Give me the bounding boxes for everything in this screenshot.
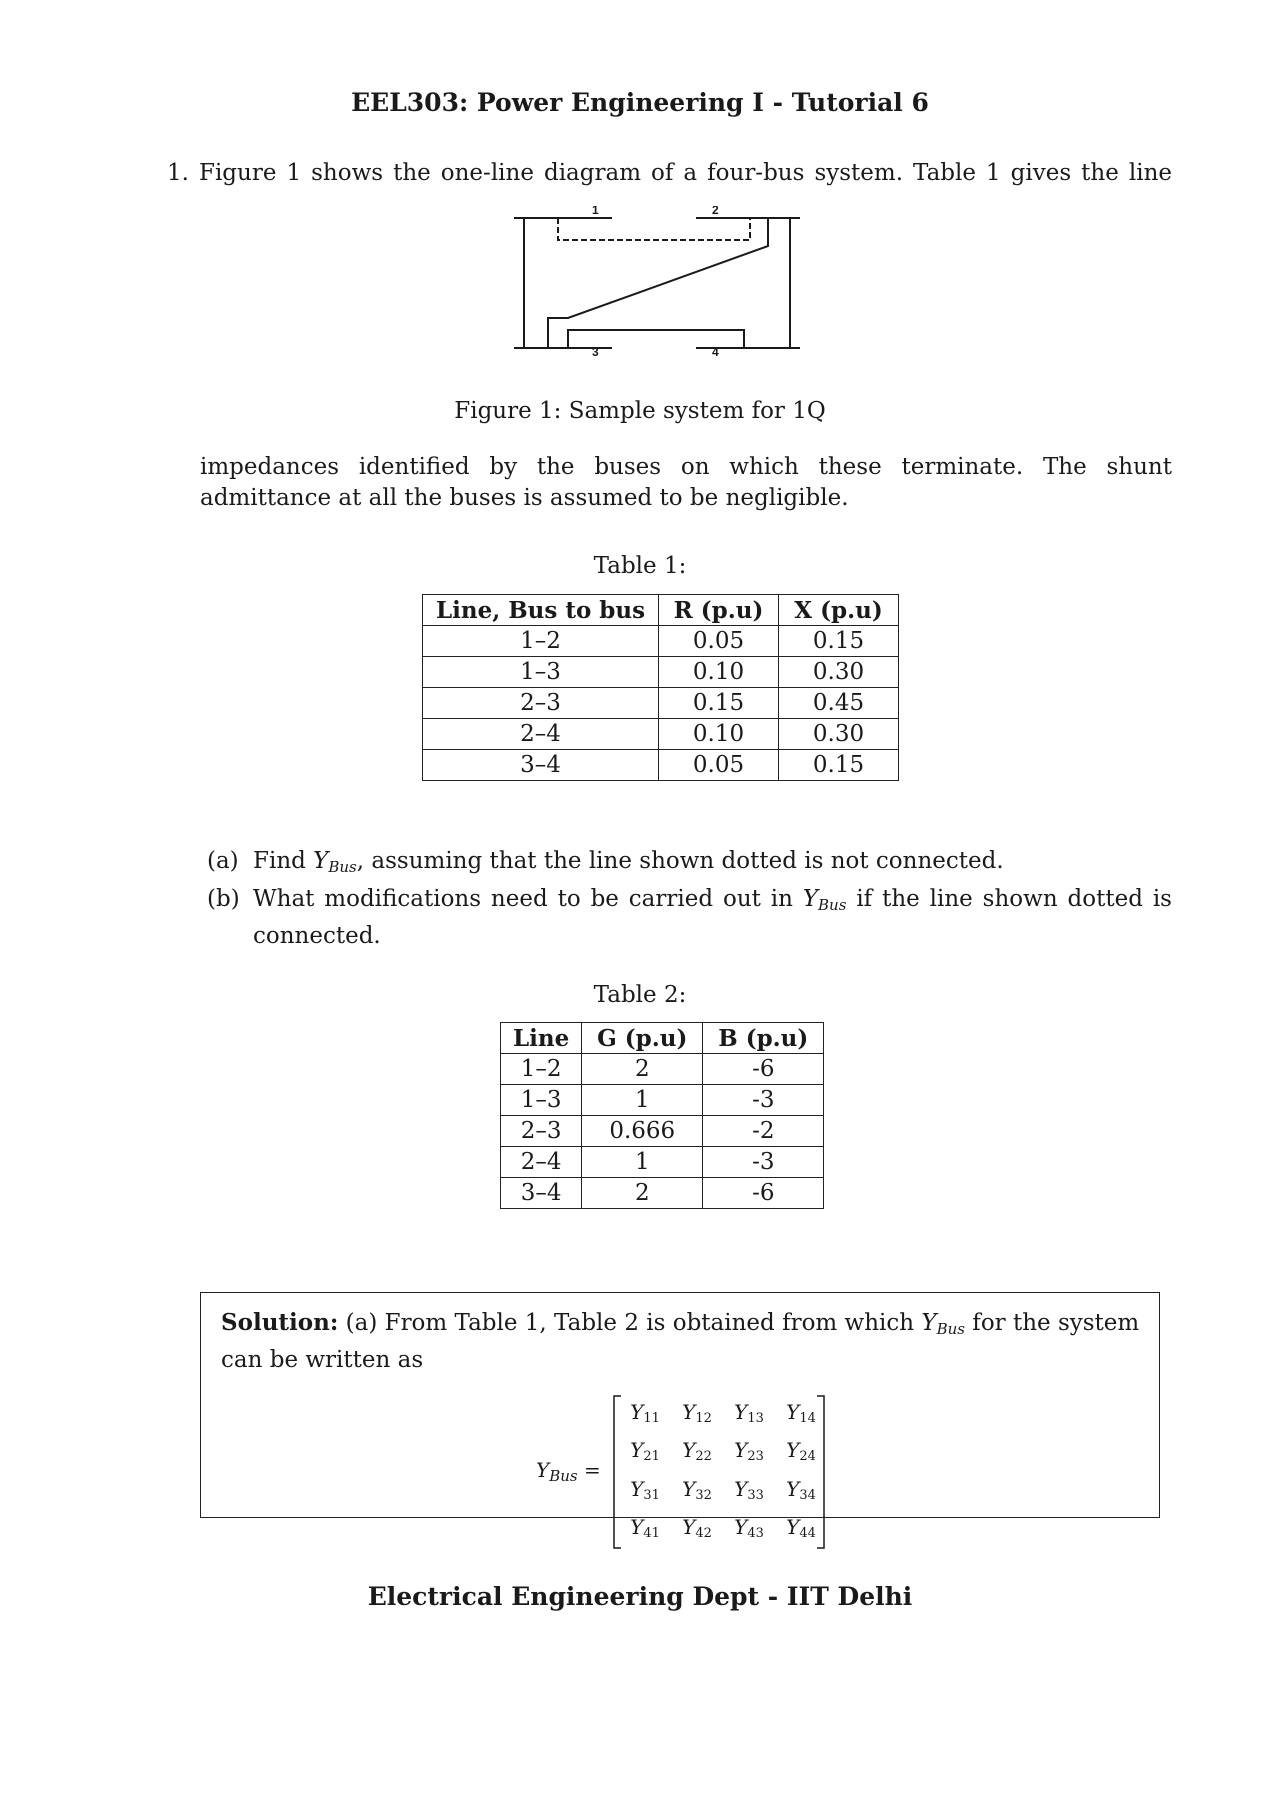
subquestion-text: What modifications need to be carried out in (253, 886, 803, 912)
subquestion-text: , assuming that the line shown dotted is not connected. (356, 848, 1004, 874)
ybus-symbol: Y (802, 886, 819, 912)
matrix-element: $Y_{43}$ (734, 1515, 764, 1541)
ybus-matrix (620, 1396, 820, 1548)
subquestion-label: (a) (207, 848, 239, 874)
matrix-element: $Y_{32}$ (682, 1477, 712, 1503)
figure-caption: Figure 1: Sample system for 1Q (454, 398, 826, 424)
question-number: 1. (167, 160, 189, 186)
table-cell: 0.10 (659, 657, 779, 688)
table-row (501, 1178, 824, 1209)
bus-label-2: 2 (712, 206, 719, 217)
matrix-element: $Y_{42}$ (682, 1515, 712, 1541)
subquestion-a (207, 846, 1172, 877)
table-cell: 1–2 (501, 1054, 582, 1085)
table-header: Line (501, 1023, 582, 1054)
matrix-element: $Y_{22}$ (682, 1438, 712, 1464)
matrix-element: $Y_{14}$ (786, 1400, 816, 1426)
table-cell: 2–4 (423, 719, 659, 750)
table-header-row (501, 1023, 824, 1054)
table-header: B (p.u) (703, 1023, 824, 1054)
question-continuation: impedances identified by the buses on which these terminate. The shunt admittance at all the buses is assumed to be negligible. (200, 454, 1172, 511)
solution-label: Solution: (221, 1309, 339, 1336)
table-row (423, 626, 899, 657)
table-header-row (423, 595, 899, 626)
solution-text-pre: (a) From Table 1, Table 2 is obtained from which (338, 1310, 922, 1336)
matrix-element: $Y_{12}$ (682, 1400, 712, 1426)
table-header: X (p.u) (779, 595, 899, 626)
table-header: R (p.u) (659, 595, 779, 626)
matrix-element: $Y_{13}$ (734, 1400, 764, 1426)
table-cell: 3–4 (423, 750, 659, 781)
ybus-subscript: Bus (549, 1467, 578, 1485)
matrix-element: $Y_{11}$ (630, 1400, 660, 1426)
subquestion-text: if the line shown dotted is connected. (253, 886, 1172, 949)
table-cell: 1–3 (501, 1085, 582, 1116)
table-cell: 2 (582, 1054, 703, 1085)
question-intro (167, 158, 1172, 189)
impedance-table (422, 594, 899, 781)
ybus-subscript: Bus (936, 1320, 965, 1338)
ybus-subscript: Bus (328, 858, 357, 876)
table-row (423, 657, 899, 688)
ybus-symbol: Y (921, 1310, 937, 1336)
table-cell: 1 (582, 1147, 703, 1178)
subquestion-b (207, 884, 1172, 949)
table-cell: 3–4 (501, 1178, 582, 1209)
matrix-element: $Y_{33}$ (734, 1477, 764, 1503)
admittance-table (500, 1022, 824, 1209)
table-cell: 0.15 (659, 688, 779, 719)
page-title: EEL303: Power Engineering I - Tutorial 6 (351, 88, 929, 117)
ybus-symbol: Y (536, 1458, 550, 1482)
table-row (501, 1116, 824, 1147)
table1-caption: Table 1: (593, 553, 687, 579)
table-row (423, 688, 899, 719)
table-cell: 2–3 (501, 1116, 582, 1147)
line-1-2-dotted (558, 218, 750, 240)
table-cell: 0.666 (582, 1116, 703, 1147)
matrix-element: $Y_{31}$ (630, 1477, 660, 1503)
ybus-symbol: Y (313, 848, 329, 874)
table-cell: 0.05 (659, 626, 779, 657)
table-cell: 2–4 (501, 1147, 582, 1178)
table-cell: -6 (703, 1054, 824, 1085)
table-cell: 0.05 (659, 750, 779, 781)
table-row (423, 750, 899, 781)
table-header: Line, Bus to bus (423, 595, 659, 626)
table-cell: 0.10 (659, 719, 779, 750)
table-cell: 0.30 (779, 657, 899, 688)
table-header: G (p.u) (582, 1023, 703, 1054)
line-2-3 (548, 218, 768, 348)
table-cell: 0.15 (779, 750, 899, 781)
subquestion-text: Find (253, 848, 314, 874)
table-cell: 0.30 (779, 719, 899, 750)
table-cell: 1–3 (423, 657, 659, 688)
matrix-element: $Y_{41}$ (630, 1515, 660, 1541)
equals-sign: = (577, 1458, 601, 1482)
matrix-element: $Y_{24}$ (786, 1438, 816, 1464)
ybus-subscript: Bus (818, 896, 847, 914)
table-cell: 1 (582, 1085, 703, 1116)
subquestion-label: (b) (207, 886, 240, 912)
question-intro-text: Figure 1 shows the one-line diagram of a four-bus system. Table 1 gives the line (198, 160, 1172, 186)
table-row (501, 1054, 824, 1085)
bus-label-1: 1 (592, 206, 599, 217)
table-row (501, 1147, 824, 1178)
table-cell: 0.45 (779, 688, 899, 719)
solution-text (221, 1307, 1146, 1376)
matrix-element: $Y_{34}$ (786, 1477, 816, 1503)
matrix-element: $Y_{21}$ (630, 1438, 660, 1464)
table-cell: -2 (703, 1116, 824, 1147)
table-row (423, 719, 899, 750)
ybus-lhs (536, 1458, 601, 1485)
page-footer: Electrical Engineering Dept - IIT Delhi (367, 1582, 913, 1611)
table-cell: -3 (703, 1085, 824, 1116)
table2-caption: Table 2: (593, 982, 687, 1008)
table-cell: -6 (703, 1178, 824, 1209)
bus-label-4: 4 (712, 345, 719, 356)
bus-label-3: 3 (592, 345, 599, 356)
matrix-element: $Y_{44}$ (786, 1515, 816, 1541)
table-cell: -3 (703, 1147, 824, 1178)
table-cell: 2 (582, 1178, 703, 1209)
matrix-element: $Y_{23}$ (734, 1438, 764, 1464)
table-cell: 1–2 (423, 626, 659, 657)
table-row (501, 1085, 824, 1116)
solution-text-post: for the system can be written as (221, 1310, 1140, 1373)
one-line-diagram (500, 206, 820, 356)
table-cell: 0.15 (779, 626, 899, 657)
table-cell: 2–3 (423, 688, 659, 719)
